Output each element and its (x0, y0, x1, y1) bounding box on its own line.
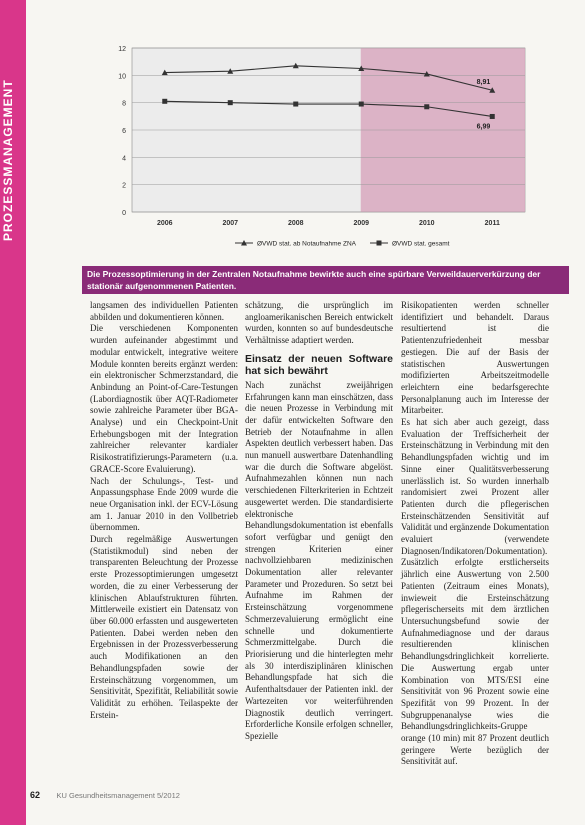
y-tick-label: 0 (122, 210, 126, 217)
data-annotation: 8,91 (476, 79, 491, 87)
paragraph: Risikopatienten werden schneller identifiziert und behandelt. Daraus resultiertend ist die Patientenzufriedenheit messbar gestiegen. Die auf der Basis der statistischen Auswertungen modifizierten Arbeitszeitmodelle erleichtern eine bedarfsgerechte Personalplanung auch im Interesse der Mitarbeiter. (401, 300, 549, 416)
y-tick-label: 12 (118, 46, 126, 53)
paragraph: langsamen des individuellen Patienten abbilden und dokumentieren können. (90, 300, 238, 322)
page-number: 62 (30, 790, 41, 800)
series-2-point (228, 100, 233, 105)
series-2-point (490, 114, 495, 119)
page-footer (30, 790, 430, 804)
y-tick-label: 2 (122, 182, 126, 190)
x-tick-label: 2007 (222, 220, 239, 227)
series-2-point (162, 99, 167, 104)
x-tick-label: 2011 (484, 220, 500, 227)
section-label: PROZESSMANAGEMENT (1, 79, 15, 241)
text-column-3 (401, 300, 549, 768)
paragraph: Die verschiedenen Komponenten wurden aufeinander abgestimmt und modular entwickelt, integrative weitere Module konnten bereits ergänzt werden: ein elektronischer Schmerzstandard, die Anbindung an Point-of-Care-Testungen (Labordiagnostik über AQT-Radiometer sowie zahlreiche Parameter über BGA-Analyse) und ein Checkpoint-Unit Erhebungsbogen mit der Integration zahlreicher relevanter kardialer Risikostratifizierungs-Parametern (u.a. GRACE-Score Evaluierung). (90, 323, 238, 474)
x-tick-label: 2006 (156, 220, 173, 227)
y-tick-label: 6 (122, 128, 126, 135)
series-2-point (359, 102, 364, 107)
footer-source: KU Gesundheitsmanagement 5/2012 (56, 791, 180, 800)
x-tick-label: 2008 (287, 220, 304, 227)
text-column-2 (245, 300, 393, 743)
data-annotation: 6,99 (476, 123, 491, 131)
series-2-point (424, 104, 429, 109)
legend-label-1: ØVWD stat. ab Notaufnahme ZNA (257, 240, 356, 248)
y-tick-label: 10 (118, 73, 126, 81)
x-tick-label: 2009 (353, 220, 370, 227)
series-2-point (293, 102, 298, 107)
legend-label-2: ØVWD stat. gesamt (392, 240, 450, 248)
y-tick-label: 4 (122, 155, 126, 163)
verweildauer-chart (110, 42, 540, 252)
x-tick-label: 2010 (418, 220, 435, 227)
legend-marker-2 (377, 241, 382, 246)
y-tick-label: 8 (122, 100, 126, 108)
figure-caption: Die Prozessoptimierung in der Zentralen Notaufnahme bewirkte auch eine spürbare Verweildauerverkürzung der stationär aufgenommenen Patienten. (82, 266, 569, 294)
section-heading: Einsatz der neuen Software hat sich bewährt (245, 352, 393, 377)
text-column-1 (90, 300, 238, 721)
paragraph: Nach der Schulungs-, Test- und Anpassungsphase Ende 2009 wurde die neue Organisation inkl. der ECV-Lösung am 1. Januar 2010 in den Vollbetrieb übernommen. (90, 475, 238, 533)
paragraph: schätzung, die ursprünglich im angloamerikanischen Bereich entwickelt wurden, konnten so auf bundesdeutsche Verhältnisse adaptiert werden. (245, 300, 393, 346)
paragraph: Nach zunächst zweijährigen Erfahrungen kann man einschätzen, dass die neuen Prozesse in Verbindung mit der dafür entwickelten Software den Betrieb der Notaufnahme in allen Aspekten deutlich verbessert haben. Das nun manuell auswertbare Datenhandling war die durch die Software abgelöst. Aufnahmezahlen können nun nach verschiedenen Filterkriterien in Echtzeit ausgewertet werden. Die standardisierte elektronische Behandlungsdokumentation ist ebenfalls sofort verfügbar und genügt den strengen Kriterien einer nachvollziehbaren medizinischen Dokumentation aller relevanter Parameter und Prozeduren. So setzt bei Aufnahme im Rahmen der Ersteinschätzung vorgenommene Schmerzevaluierung ermöglicht eine schnelle und dokumentierte Schmerzmittelgabe. Durch die Priorisierung und die hinterlegten mehr als 30 interdisziplinären klinischen Behandlungspfade hat sich die Aufenthaltsdauer der Patienten inkl. der Wartezeiten vor weiterführenden Diagnostik deutlich verringert. Erforderliche Konsile erfolgen schneller, Spezielle (245, 379, 393, 741)
paragraph: Es hat sich aber auch gezeigt, dass Evaluation der Treffsicherheit der Ersteinschätzung in Verbindung mit den Behandlungspfaden wichtig und im Sinne einer Qualitätsverbesserung unerlässlich ist. So wurden innerhalb randomisiert zwei Prozent aller Patienten durch die pflegerischen Ersteinschätzenden Sensitivität auf Validität und ergänzende Dokumentation evaluiert (verwendete Diagnosen/Indikatoren/Dokumentation). Zusätzlich erfolgte erstlicherseits jährlich eine Auswertung von 2.500 Patienten (Zeitraum eines Monats), inwieweit die Ersteinschätzung pflegerischerseits mit dem ärztlichen Untersuchungsbefund sowie der Aufnahmediagnose und der daraus resultierenden klinischen Behandlungsdringlichkeit korrelierte. Die Auswertung ergab unter Kombination von MTS/ESI eine Sensitivität von 96 Prozent sowie eine Spezifität von 99 Prozent. In der Subgruppenanalyse wies die Behandlungsdringlichkeits-Gruppe orange (10 min) mit 87 Prozent deutlich geringere Werte bezüglich der Sensitivität auf. (401, 417, 549, 767)
paragraph: Durch regelmäßige Auswertungen (Statistikmodul) sind neben der transparenten Beleuchtung der Prozesse erste Prozessoptimierungen umgesetzt worden, die zu einer Verbesserung der klinischen Ablaufstrukturen führten. Mittlerweile existiert ein Datensatz von über 60.000 erfassten und ausgewerteten Patienten. Dabei werden neben den Ergebnissen in der Prozessverbesserung auch Modifikationen an den Behandlungspfaden sowie der Ersteinschätzung vorgenommen, um Sensitivität, Spezifität, Reliabilität sowie Validität zu erhöhen. Teilaspekte der Erstein- (90, 534, 238, 720)
